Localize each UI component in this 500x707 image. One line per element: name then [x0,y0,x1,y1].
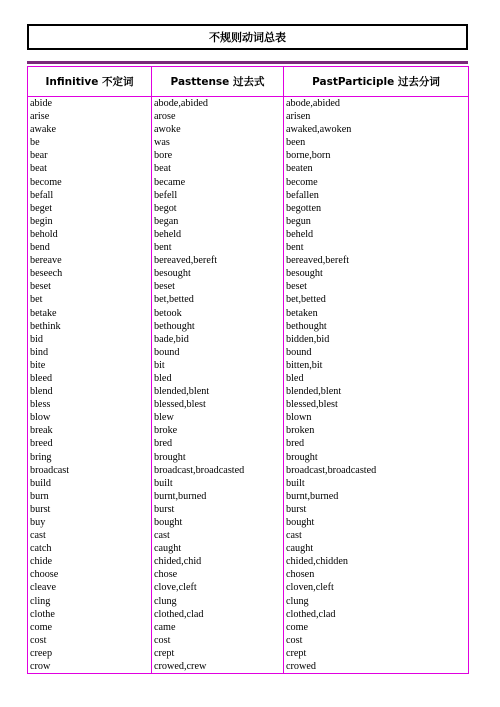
table-row [28,595,469,608]
cell-past-participle: burnt,burned [284,490,469,503]
table-row [28,490,469,503]
table-row [28,634,469,647]
table-row [28,346,469,359]
cell-past-participle: bitten,bit [284,359,469,372]
cell-infinitive: bleed [28,372,152,385]
cell-past-tense: beheld [152,228,284,241]
cell-past-tense: begot [152,202,284,215]
cell-past-tense: caught [152,542,284,555]
cell-past-tense: clothed,clad [152,608,284,621]
cell-past-tense: burnt,burned [152,490,284,503]
cell-past-tense: bethought [152,320,284,333]
document-title: 不规则动词总表 [27,24,468,50]
table-row [28,437,469,450]
cell-infinitive: blow [28,411,152,424]
cell-past-tense: broke [152,424,284,437]
cell-past-tense: chided,chid [152,555,284,568]
cell-past-tense: bent [152,241,284,254]
cell-infinitive: cast [28,529,152,542]
cell-infinitive: bring [28,451,152,464]
cell-infinitive: creep [28,647,152,660]
table-row [28,97,469,111]
cell-past-tense: bereaved,bereft [152,254,284,267]
header-infinitive: Infinitive 不定词 [28,67,152,97]
cell-infinitive: be [28,136,152,149]
cell-infinitive: bid [28,333,152,346]
cell-past-tense: bet,betted [152,293,284,306]
cell-past-participle: brought [284,451,469,464]
table-row [28,176,469,189]
cell-infinitive: beseech [28,267,152,280]
table-row [28,411,469,424]
cell-past-participle: cost [284,634,469,647]
cell-past-participle: bidden,bid [284,333,469,346]
cell-past-tense: blessed,blest [152,398,284,411]
cell-infinitive: awake [28,123,152,136]
cell-infinitive: betake [28,307,152,320]
table-row [28,215,469,228]
table-row [28,241,469,254]
cell-infinitive: crow [28,660,152,674]
irregular-verbs-table [27,66,469,674]
cell-infinitive: bend [28,241,152,254]
cell-past-tense: built [152,477,284,490]
cell-infinitive: broadcast [28,464,152,477]
table-row [28,307,469,320]
cell-past-tense: betook [152,307,284,320]
table-row [28,228,469,241]
table-row [28,149,469,162]
table-header-row [28,67,469,97]
cell-past-participle: become [284,176,469,189]
cell-infinitive: bet [28,293,152,306]
cell-past-tense: came [152,621,284,634]
cell-infinitive: clothe [28,608,152,621]
cell-past-participle: burst [284,503,469,516]
cell-past-tense: crept [152,647,284,660]
table-row [28,477,469,490]
table-row [28,267,469,280]
table-row [28,293,469,306]
cell-infinitive: choose [28,568,152,581]
cell-past-participle: arisen [284,110,469,123]
table-row [28,333,469,346]
table-row [28,359,469,372]
table-row [28,189,469,202]
cell-infinitive: bethink [28,320,152,333]
table-row [28,660,469,674]
table-row [28,424,469,437]
cell-past-tense: beset [152,280,284,293]
cell-infinitive: cling [28,595,152,608]
table-row [28,110,469,123]
table-row [28,568,469,581]
table-row [28,516,469,529]
cell-past-participle: befallen [284,189,469,202]
table-row [28,398,469,411]
cell-infinitive: behold [28,228,152,241]
cell-past-tense: blended,blent [152,385,284,398]
cell-past-participle: built [284,477,469,490]
cell-past-tense: beat [152,162,284,175]
cell-past-participle: betaken [284,307,469,320]
table-row [28,280,469,293]
table-row [28,621,469,634]
cell-past-tense: bound [152,346,284,359]
table-row [28,555,469,568]
cell-past-participle: begotten [284,202,469,215]
table-row [28,136,469,149]
cell-infinitive: beget [28,202,152,215]
cell-past-participle: broken [284,424,469,437]
table-row [28,202,469,215]
cell-infinitive: come [28,621,152,634]
cell-past-participle: bred [284,437,469,450]
cell-past-tense: arose [152,110,284,123]
cell-past-participle: been [284,136,469,149]
cell-past-participle: beset [284,280,469,293]
cell-past-participle: broadcast,broadcasted [284,464,469,477]
header-past-tense: Pasttense 过去式 [152,67,284,97]
cell-infinitive: bereave [28,254,152,267]
cell-past-participle: awaked,awoken [284,123,469,136]
cell-past-tense: chose [152,568,284,581]
cell-infinitive: bite [28,359,152,372]
cell-past-participle: bet,betted [284,293,469,306]
cell-infinitive: befall [28,189,152,202]
cell-past-participle: caught [284,542,469,555]
cell-past-tense: clung [152,595,284,608]
table-row [28,254,469,267]
cell-infinitive: bless [28,398,152,411]
table-row [28,123,469,136]
cell-past-participle: cloven,cleft [284,581,469,594]
cell-past-participle: besought [284,267,469,280]
cell-past-tense: bled [152,372,284,385]
cell-past-tense: burst [152,503,284,516]
table-row [28,542,469,555]
cell-infinitive: break [28,424,152,437]
cell-past-tense: broadcast,broadcasted [152,464,284,477]
cell-past-participle: clothed,clad [284,608,469,621]
cell-past-tense: bought [152,516,284,529]
cell-past-participle: chided,chidden [284,555,469,568]
cell-infinitive: chide [28,555,152,568]
cell-infinitive: abide [28,97,152,111]
cell-past-tense: awoke [152,123,284,136]
cell-infinitive: build [28,477,152,490]
cell-infinitive: blend [28,385,152,398]
cell-past-tense: began [152,215,284,228]
cell-past-tense: bred [152,437,284,450]
cell-infinitive: bind [28,346,152,359]
table-row [28,529,469,542]
cell-infinitive: arise [28,110,152,123]
cell-past-participle: bled [284,372,469,385]
cell-past-tense: befell [152,189,284,202]
cell-past-tense: besought [152,267,284,280]
table-row [28,385,469,398]
cell-past-tense: cost [152,634,284,647]
cell-infinitive: cost [28,634,152,647]
cell-past-participle: clung [284,595,469,608]
table-row [28,503,469,516]
cell-past-participle: crept [284,647,469,660]
cell-infinitive: burn [28,490,152,503]
cell-infinitive: catch [28,542,152,555]
cell-past-participle: blended,blent [284,385,469,398]
table-row [28,320,469,333]
cell-past-tense: abode,abided [152,97,284,111]
table-row [28,464,469,477]
table-row [28,647,469,660]
table-row [28,451,469,464]
cell-past-participle: come [284,621,469,634]
cell-infinitive: breed [28,437,152,450]
cell-past-participle: begun [284,215,469,228]
cell-past-tense: brought [152,451,284,464]
cell-past-tense: clove,cleft [152,581,284,594]
cell-past-participle: bethought [284,320,469,333]
cell-past-tense: bit [152,359,284,372]
cell-past-participle: bound [284,346,469,359]
cell-past-participle: bought [284,516,469,529]
cell-infinitive: beat [28,162,152,175]
title-divider [27,61,468,64]
table-row [28,581,469,594]
cell-infinitive: beset [28,280,152,293]
cell-past-participle: blessed,blest [284,398,469,411]
cell-past-tense: cast [152,529,284,542]
cell-past-participle: abode,abided [284,97,469,111]
table-row [28,162,469,175]
cell-past-participle: borne,born [284,149,469,162]
cell-past-tense: was [152,136,284,149]
cell-past-tense: bore [152,149,284,162]
cell-past-participle: beaten [284,162,469,175]
cell-past-tense: bade,bid [152,333,284,346]
table-row [28,372,469,385]
cell-past-tense: crowed,crew [152,660,284,674]
cell-infinitive: become [28,176,152,189]
cell-past-participle: crowed [284,660,469,674]
cell-past-participle: blown [284,411,469,424]
header-past-participle: PastParticiple 过去分词 [284,67,469,97]
cell-infinitive: buy [28,516,152,529]
cell-past-participle: bent [284,241,469,254]
cell-past-participle: cast [284,529,469,542]
cell-past-participle: beheld [284,228,469,241]
cell-infinitive: cleave [28,581,152,594]
cell-past-tense: became [152,176,284,189]
table-row [28,608,469,621]
cell-infinitive: bear [28,149,152,162]
cell-past-participle: bereaved,bereft [284,254,469,267]
cell-infinitive: begin [28,215,152,228]
cell-infinitive: burst [28,503,152,516]
cell-past-tense: blew [152,411,284,424]
cell-past-participle: chosen [284,568,469,581]
